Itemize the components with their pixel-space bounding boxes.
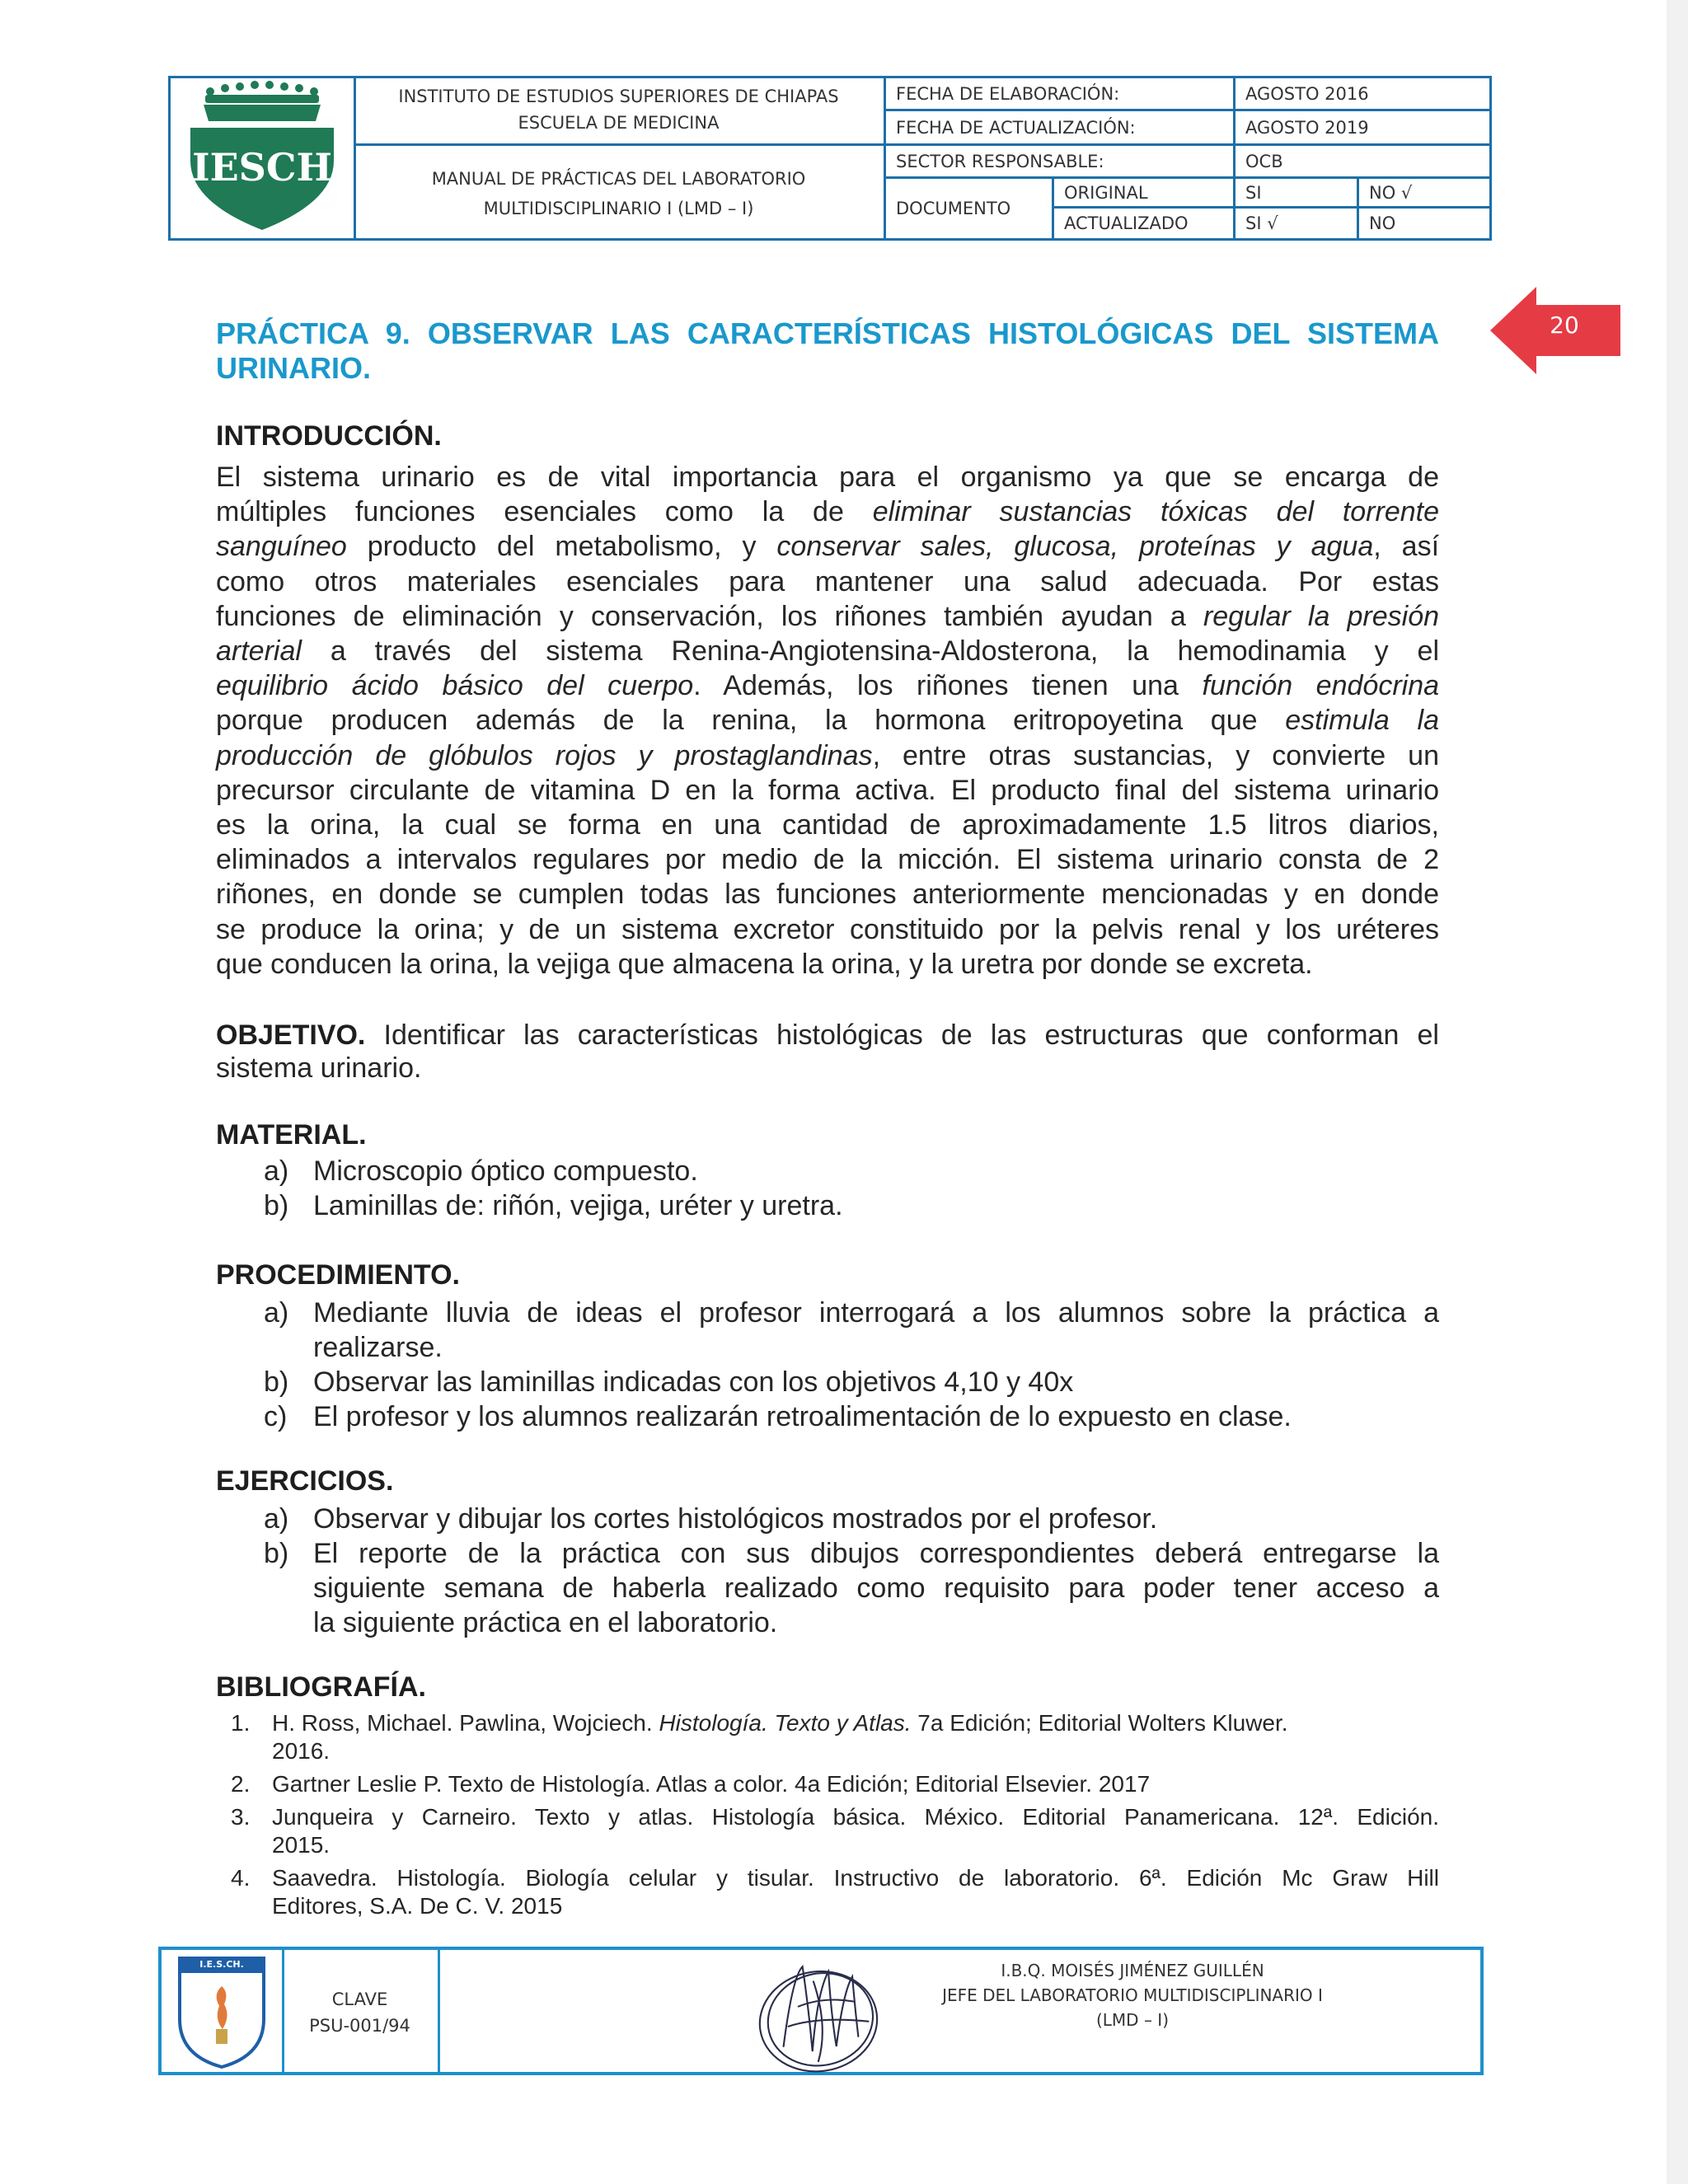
clave-label: CLAVE [331,1990,388,2009]
list-item: b) Observar las laminillas indicadas con los objetivos 4,10 y 40x [264,1366,1074,1398]
list-item: 1. H. Ross, Michael. Pawlina, Wojciech. Histología. Texto y Atlas. 7a Edición; Editorial Wolters Kluwer. 2016. [231,1710,1288,1764]
svg-text:IESCH: IESCH [192,145,332,190]
intro-heading: INTRODUCCIÓN. [216,420,442,452]
objective-paragraph: OBJETIVO. Identificar las características histológicas de las estructuras que conforman el sistema urinario. [216,1019,1439,1084]
fecha-actualizacion-value: AGOSTO 2019 [1236,111,1489,146]
original-label: ORIGINAL [1054,179,1236,209]
material-list [216,1154,1439,1223]
objective-heading: OBJETIVO. [216,1019,366,1051]
school-logo-cell [171,78,356,238]
list-item: 3. Junqueira y Carneiro. Texto y atlas. Histología básica. México. Editorial Panamericana. 12ª. Edición. 2015. [231,1804,1439,1858]
actualizado-no: NO [1369,213,1396,233]
fecha-elaboracion-label: FECHA DE ELABORACIÓN: [886,78,1236,111]
signer-role: JEFE DEL LABORATORIO MULTIDISCIPLINARIO I [942,1985,1323,2005]
list-item: a) Observar y dibujar los cortes histológicos mostrados por el profesor. [264,1503,1158,1535]
signer-name: I.B.Q. MOISÉS JIMÉNEZ GUILLÉN [1001,1961,1264,1980]
page-edge-shadow [1667,0,1688,2184]
fecha-actualizacion-label: FECHA DE ACTUALIZACIÓN: [886,111,1236,146]
practice-title [216,316,1439,386]
bibliography-list [216,1709,1439,1925]
svg-text:I.E.S.CH.: I.E.S.CH. [199,1959,244,1970]
list-item: 2. Gartner Leslie P. Texto de Histología. Atlas a color. 4a Edición; Editorial Elsevier. 2017 [231,1771,1151,1797]
sector-label: SECTOR RESPONSABLE: [886,146,1236,179]
sector-value: OCB [1236,146,1489,179]
manual-title-line1: MANUAL DE PRÁCTICAS DEL LABORATORIO [431,169,806,189]
original-si: SI [1236,179,1359,209]
procedure-list [216,1296,1439,1434]
manual-title-line2: MULTIDISCIPLINARIO I (LMD – I) [483,199,754,218]
clave-value: PSU-001/94 [309,2016,410,2036]
page-number: 20 [1550,312,1579,339]
original-no: NO √ [1359,179,1489,209]
actualizado-si: SI √ [1236,209,1359,238]
exercises-list [216,1502,1439,1640]
fecha-elaboracion-value: AGOSTO 2016 [1236,78,1489,111]
practice-title-line2: URINARIO. [216,351,371,385]
institution-name: INSTITUTO DE ESTUDIOS SUPERIORES DE CHIAPAS [398,87,839,106]
list-item: b) El reporte de la práctica con sus dibujos correspondientes deberá entregarse la siguiente semana de haberla realizado como requisito para poder tener acceso a la siguiente práctica en el laboratorio. [264,1538,1439,1638]
list-item: a) Microscopio óptico compuesto. [264,1155,698,1187]
exercises-heading: EJERCICIOS. [216,1465,394,1497]
signer-role-code: (LMD – I) [1095,2010,1170,2030]
signature-icon [158,1947,1484,2075]
iesch-crest-icon [171,78,354,238]
list-item: 4. Saavedra. Histología. Biología celular y tisular. Instructivo de laboratorio. 6ª. Edición Mc Graw Hill Editores, S.A. De C. V. 2015 [231,1865,1439,1919]
list-item: b) Laminillas de: riñón, vejiga, uréter y uretra. [264,1190,843,1221]
list-item: a) Mediante lluvia de ideas el profesor interrogará a los alumnos sobre la práctica a realizarse. [264,1297,1439,1363]
material-heading: MATERIAL. [216,1119,367,1151]
list-item: c) El profesor y los alumnos realizarán retroalimentación de lo expuesto en clase. [264,1401,1292,1432]
document-header-table [168,76,1492,241]
practice-title-line1: PRÁCTICA 9. OBSERVAR LAS CARACTERÍSTICAS HISTOLÓGICAS DEL SISTEMA [216,316,1439,350]
procedure-heading: PROCEDIMIENTO. [216,1259,460,1291]
documento-label: DOCUMENTO [886,179,1054,238]
actualizado-label: ACTUALIZADO [1054,209,1236,238]
manual-title-cell [354,146,886,238]
intro-paragraph: El sistema urinario es de vital importancia para el organismo ya que se encarga de múltiples funciones esenciales como la de eliminar sustancias tóxicas del torrente sanguíneo producto del metabolismo, y conservar sales, glucosa, proteínas y agua, así como otros materiales esenciales para mantener una salud adecuada. Por estas funciones de eliminación y conservación, los riñones también ayudan a regular la presión arterial a través del sistema Renina-Angiotensina-Aldosterona, la hemodinamia y el equilibrio ácido básico del cuerpo. Además, los riñones tienen una función endócrina porque producen además de la renina, la hormona eritropoyetina que estimula la producción de glóbulos rojos y prostaglandinas, entre otras sustancias, y convierte un precursor circulante de vitamina D en la forma activa. El producto final del sistema urinario es la orina, la cual se forma en una cantidad de aproximadamente 1.5 litros diarios, eliminados a intervalos regulares por medio de la micción. El sistema urinario consta de 2 riñones, en donde se cumplen todas las funciones anteriormente mencionadas y en donde se produce la orina; y de un sistema excretor constituido por la pelvis renal y los uréteres que conducen la orina, la vejiga que almacena la orina, y la uretra por donde se excreta. [216,462,1440,980]
school-name: ESCUELA DE MEDICINA [518,113,720,133]
bibliography-heading: BIBLIOGRAFÍA. [216,1671,426,1703]
institution-cell [354,78,886,146]
